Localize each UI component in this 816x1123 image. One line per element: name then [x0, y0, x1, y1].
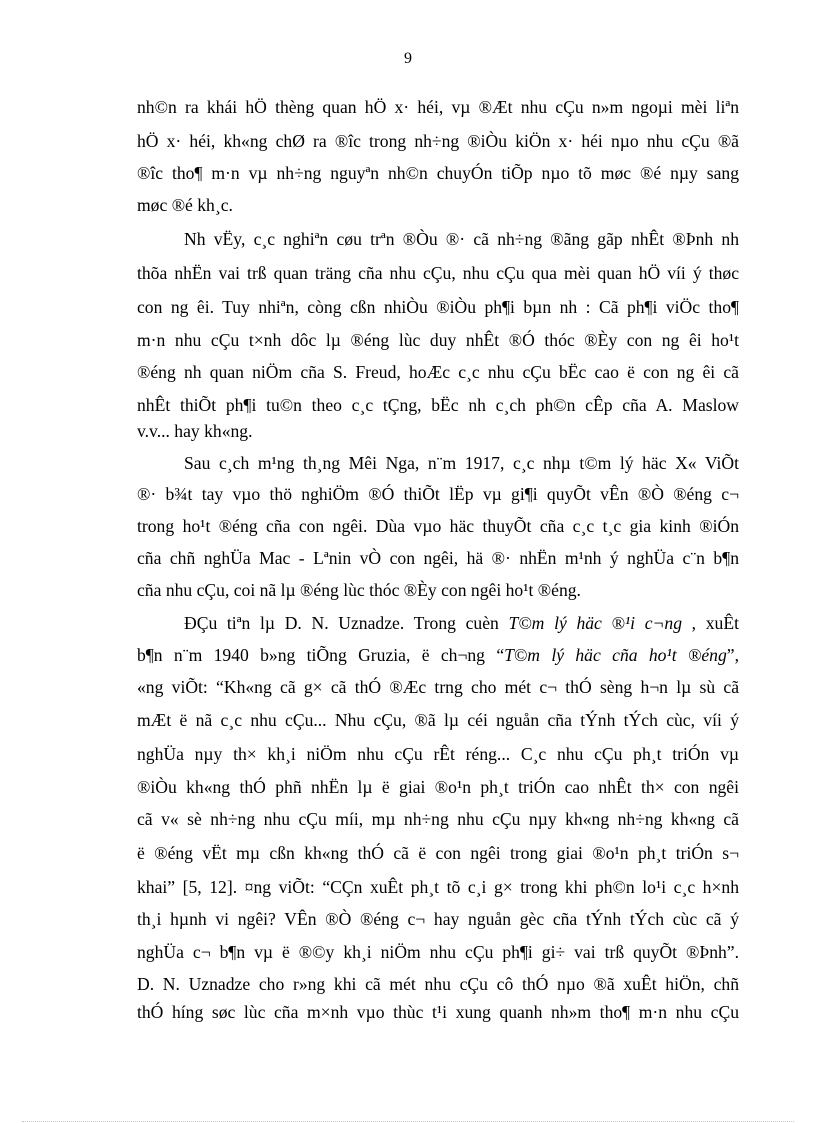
- text-line: ®îc tho¶ m·n vµ nh÷ng nguyªn nh©n chuyÓn tiÕp nµo tõ møc ®é nµy sang: [137, 163, 739, 183]
- text-line: ®· b¾t tay vµo thö nghiÖm ®Ó thiÕt lËp vµ gi¶i quyÕt vÊn ®Ò ®éng c¬: [137, 484, 739, 504]
- book-title: T©m lý häc ®¹i c¬ng: [508, 613, 682, 633]
- text-line: cña nhu cÇu, coi nã lµ ®éng lùc thóc ®Èy con ngêi ho¹t ®éng.: [137, 580, 581, 600]
- text-line: nh©n ra khái hÖ thèng quan hÖ x· héi, vµ ®Æt nhu cÇu n»m ngoµi mèi liªn: [137, 97, 739, 117]
- text-segment: , xuÊt: [682, 613, 739, 633]
- text-line: trong ho¹t ®éng cña con ngêi. Dùa vµo häc thuyÕt cña c¸c t¸c gia kinh ®iÓn: [137, 516, 739, 536]
- text-line: «ng viÕt: “Kh«ng cã g× cã thÓ ®Æc trng cho mét c¬ thÓ sèng h¬n lµ sù cã: [137, 677, 739, 697]
- page-number: 9: [404, 50, 412, 67]
- text-line: møc ®é kh¸c.: [137, 195, 233, 215]
- text-line: ®éng nh quan niÖm cña S. Freud, hoÆc c¸c nhu cÇu bËc cao ë con ng êi cã: [137, 362, 739, 382]
- text-line: khai” [5, 12]. ¤ng viÕt: “CÇn xuÊt ph¸t tõ c¸i g× trong khi ph©n lo¹i c¸c h×nh: [137, 877, 739, 897]
- chapter-title: T©m lý häc cña ho¹t ®éng: [504, 645, 727, 665]
- text-line: nghÜa c¬ b¶n vµ ë ®©y kh¸i niÖm nhu cÇu ph¶i gi÷ vai trß quyÕt ®Þnh”.: [137, 942, 739, 962]
- text-segment: b¶n n¨m 1940 b»ng tiÕng Gruzia, ë ch¬ng “: [137, 645, 505, 665]
- text-line: Sau c¸ch m¹ng th¸ng Mêi Nga, n¨m 1917, c¸c nhµ t©m lý häc X« ViÕt: [184, 453, 739, 473]
- text-line: v.v... hay kh«ng.: [137, 421, 253, 441]
- text-line: mÆt ë nã c¸c nhu cÇu... Nhu cÇu, ®ã lµ céi nguån cña tÝnh tÝch cùc, víi ý: [137, 710, 739, 730]
- text-line: thõa nhËn vai trß quan träng cña nhu cÇu, nhu cÇu qua mèi quan hÖ víi ý thøc: [137, 263, 739, 283]
- text-line: nghÜa nµy th× kh¸i niÖm nhu cÇu rÊt réng... C¸c nhu cÇu ph¸t triÓn vµ: [137, 744, 739, 764]
- text-line: nhÊt thiÕt ph¶i tu©n theo c¸c tÇng, bËc nh c¸ch ph©n cÊp cña A. Maslow: [137, 395, 739, 415]
- text-line: m·n nhu cÇu t×nh dôc lµ ®éng lùc duy nhÊt ®Ó thóc ®Èy con ng êi ho¹t: [137, 330, 739, 350]
- text-line: thÓ híng søc lùc cña m×nh vµo thùc t¹i xung quanh nh»m tho¶ m·n nhu cÇu: [137, 1002, 739, 1022]
- text-line: ®iÒu kh«ng thÓ phñ nhËn lµ ë giai ®o¹n ph¸t triÓn cao nhÊt th× con ngêi: [137, 777, 739, 797]
- page-bottom-rule: [22, 1121, 794, 1122]
- text-line: [184, 613, 739, 635]
- text-line: D. N. Uznadze cho r»ng khi cã mét nhu cÇu cô thÓ nµo ®ã xuÊt hiÖn, chñ: [137, 974, 739, 994]
- text-line: cã v« sè nh÷ng nhu cÇu míi, mµ nh÷ng nhu cÇu nµy kh«ng nh÷ng kh«ng cã: [137, 809, 739, 829]
- text-line: con ng êi. Tuy nhiªn, còng cßn nhiÒu ®iÒu ph¶i bµn nh : Cã ph¶i viÖc tho¶: [137, 297, 739, 317]
- text-line: [137, 645, 739, 667]
- text-line: Nh vËy, c¸c nghiªn cøu trªn ®Òu ®· cã nh÷ng ®ãng gãp nhÊt ®Þnh nh: [184, 229, 739, 249]
- text-line: th¸i hµnh vi ngêi? VÊn ®Ò ®éng c¬ hay nguån gèc cña tÝnh tÝch cùc cã ý: [137, 909, 739, 929]
- text-line: cña chñ nghÜa Mac - Lªnin vÒ con ngêi, hä ®· nhËn m¹nh ý nghÜa c¨n b¶n: [137, 548, 739, 568]
- text-line: ë ®éng vËt mµ cßn kh«ng thÓ cã ë con ngêi trong giai ®o¹n ph¸t triÓn s¬: [137, 843, 739, 863]
- text-line: hÖ x· héi, kh«ng chØ ra ®îc trong nh÷ng ®iÒu kiÖn x· héi nµo nhu cÇu ®ã: [137, 131, 739, 151]
- text-segment: ”,: [726, 645, 739, 665]
- text-segment: ĐÇu tiªn lµ D. N. Uznadze. Trong cuèn: [184, 613, 499, 633]
